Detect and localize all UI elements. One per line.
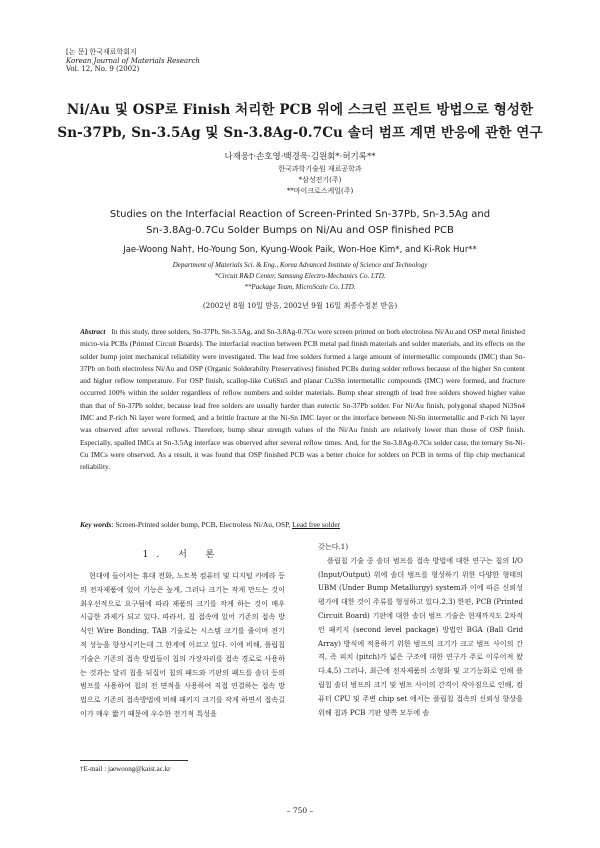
journal-english-name: Korean Journal of Materials Research [66, 56, 200, 65]
journal-header [66, 48, 200, 74]
korean-title-line1: Ni/Au 및 OSP로 Finish 처리한 PCB 위에 스크린 프린트 방법으로 형성한 [66, 102, 534, 118]
korean-affiliation-2: *삼성전기(주) [298, 176, 342, 184]
english-title-line1: Studies on the Interfacial Reaction of Screen-Printed Sn-37Pb, Sn-3.5Ag and [109, 209, 491, 220]
keywords-label: Key words [80, 520, 112, 529]
english-title-line2: Sn-3.8Ag-0.7Cu Solder Bumps on Ni/Au and OSP finished PCB [146, 225, 454, 236]
abstract-text: In this study, three solders, Sn-37Pb, Sn-3.5Ag, and Sn-3.8Ag-0.7Cu were screen printed on both electroless Ni/Au and OSP metal finished micro-via PCBs (Printed Circuit Boards). The interfacial reaction between PCB metal pad finish materials and solder materials, and its effects on the solder bump joint mechanical reliability were investigated. The lead free solders formed a large amount of intermetallic compounds (IMC) than Sn-37Pb on both electroless Ni/Au and OSP (Organic Solderabilty Preservatives) finished PCBs during solder reflows because of the higher Sn content and higher reflow temperature. For OSP finish, scallop-like Cu6Sn5 and planar Cu3Sn intermetallic compounds (IMC) were formed, and fracture occurred 100% within the solder regardless of reflow numbers and solder materials. Bump shear strength of lead free solders showed higher value than that of Sn-37Pb solder, because lead free solders are usually harder than eutectic Sn-37Pb solder. For Ni/Au finish, polygonal shaped Ni3Sn4 IMC and P-rich Ni layer were formed, and a brittle fracture at the Ni-Sn IMC layer or the interface between Ni-Sn intermetallic and P-rich Ni layer was observed after several reflows. Therefore, bump shear strength values of the Ni/Au finish are relatively lower than those of OSP finish. Especially, spalled IMCs at Sn-3.5Ag interface was observed after several reflow times. And, for the Sn-3.8Ag-0.7Cu solder case, the ternary Sn-Ni-Cu IMCs were observed. As a result, it was found that OSP finished PCB was a better choice for solders on PCB in terms of flip chip mechanical reliability. [80, 327, 525, 472]
left-column [80, 569, 285, 721]
footnote-email: †E-mail : jaewoong@kaist.ac.kr [80, 765, 171, 773]
intro-paragraph-1: 현대에 들어서는 휴대 전화, 노트북 컴퓨터 및 디지털 카메라 등의 전자제품에 있어 기능은 높게, 그러나 크기는 작게 만드는 것이 최우선적으로 요구됨에 따라 제품의 크기를 작게 하는 것이 매우 시급한 과제가 되고 있다. 따라서, 칩 접속에 있어 기존의 접속 방식인 Wire Bonding, TAB 기술로는 시스템 크기를 줄이며 전기적 성능을 향상시키는데 그 한계에 이르고 있다. 이에 비해, 플립칩 기술은 기존의 접속 방법들이 칩의 가장자리를 접속 경로로 사용하는 것과는 달리 칩을 뒤집어 칩의 패드와 기판의 패드를 솔더 등의 범프를 사용하여 칩의 전 면적을 사용하여 직접 연결하는 접속 방법으로 기존의 접속방법에 비해 패키지 크기를 작게 하면서 접속길이가 매우 짧기 때문에 우수한 전기적 특성을 [80, 571, 285, 718]
received-date: (2002년 8월 10일 받음, 2002년 9월 16일 최종수정본 받음) [202, 301, 398, 310]
abstract [80, 326, 525, 474]
english-affiliation-1: Department of Materials Sci. & Eng., Korea Advanced Institute of Science and Technology [172, 261, 428, 269]
journal-volume: Vol. 12, No. 9 (2002) [66, 65, 140, 73]
korean-affiliation-1: 한국과학기술원 재료공학과 [278, 165, 362, 173]
keywords-text: : Screen-Printed solder bump, PCB, Electroless Ni/Au, OSP, [111, 520, 293, 529]
english-affiliation-2: *Circuit R&D Center, Samsung Electro-Mechanics Co. LTD. [214, 272, 386, 280]
right-column [318, 540, 523, 719]
keywords-last: Lead free solder [292, 520, 341, 529]
footnote-rule [80, 760, 188, 761]
english-affiliation-3: **Package Team, MicroScale Co. LTD. [244, 283, 356, 291]
english-authors: Jae-Woong Nah†, Ho-Young Son, Kyung-Wook Paik, Won-Hoe Kim*, and Ki-Rok Hur** [123, 245, 477, 255]
korean-title-line2: Sn-37Pb, Sn-3.5Ag 및 Sn-3.8Ag-0.7Cu 솔더 범프 계면 반응에 관한 연구 [57, 125, 543, 141]
korean-authors: 나재웅†·손호영·백경욱·김원회*·허기록** [224, 152, 376, 162]
section-title-introduction: 1. 서 론 [142, 550, 223, 560]
journal-korean-name: [논 문] 한국재료학회지 [66, 48, 137, 56]
korean-affiliation-3: **마이크로스케일(주) [286, 187, 354, 195]
intro-continuation: 갖는다.1) [318, 542, 349, 551]
keywords [80, 520, 525, 529]
intro-paragraph-2: 플립칩 기술 중 솔더 범프를 접속 방법에 대한 연구는 칩의 I/O (Input/Output) 위에 솔더 범프를 형성하기 위한 다양한 형태의 UBM (Under Bump Metallurgy) system과 이에 따른 신뢰성 평가에 대한 것이 주류를 형성하고 있다.2,3) 한편, PCB (Printed Circuit Board) 기판에 대한 솔더 범프 기술은 현재까지도 2차적인 패키지 (second level package) 방법인 BGA (Ball Grid Array) 방식에 적용하기 위한 범프의 크기가 크고 범프 사이의 간격, 즉 피치 (pitch)가 넓은 구조에 대한 연구가 주로 이루어져 왔다.4,5) 그러나, 최근에 전자제품의 소형화 및 고기능화로 인해 플립칩 솔더 범프의 크기 및 범프 사이의 간격이 작아짐으로 인해, 컴퓨터 CPU 및 주변 chip set 에서는 플립칩 접속의 신뢰성 향상을 위해 칩과 PCB 기판 양쪽 모두에 솔 [318, 555, 523, 717]
page-number: – 750 – [286, 806, 314, 815]
abstract-label: Abstract [80, 327, 106, 336]
